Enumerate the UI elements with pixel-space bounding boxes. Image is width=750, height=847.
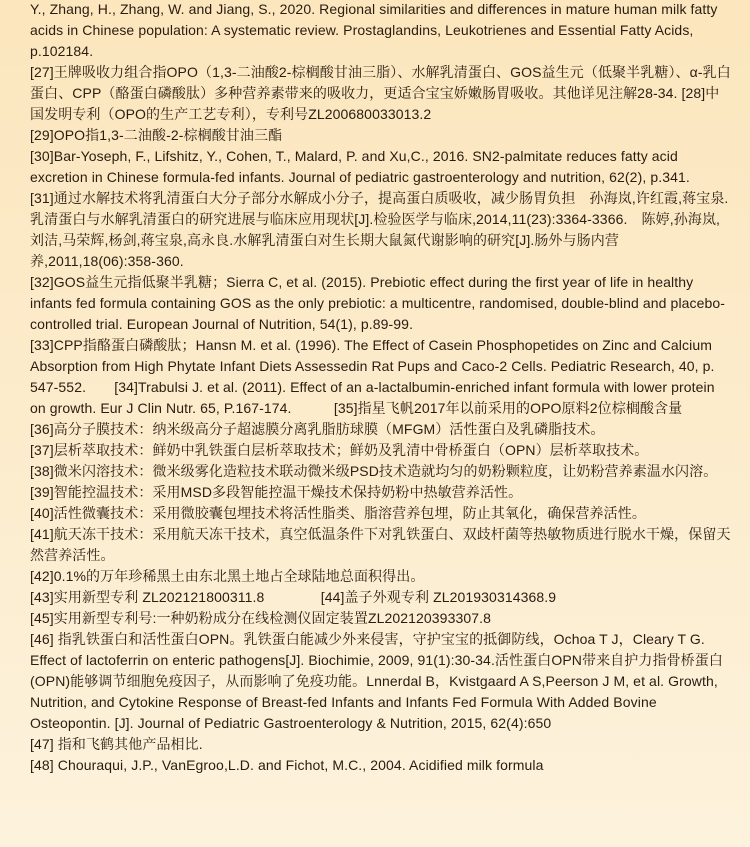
reference-entry: [36]高分子膜技术：纳米级高分子超滤膜分离乳脂肪球膜（MFGM）活性蛋白及乳磷脂技术。 (30, 421, 605, 437)
reference-entry: [33]CPP指酪蛋白磷酸肽；Hansn M. et al. (1996). The Effect of Casein Phosphopetides on Zinc and Calcium Absorption from High Phytate Infant Diets Assessedin Rat Pups and Caco-2 Cells. Pediatric Research, 40, p. 547-552. [34]Trabulsi J. et al. (2011). Effect of an a-lactalbumin-enriched infant formula with lower protein on growth. Eur J Clin Nutr. 65, P.167-174. [35]指星飞帆2017年以前采用的OPO原料2位棕榈酸含量 (30, 337, 715, 416)
reference-entry: [29]OPO指1,3-二油酸-2-棕榈酸甘油三酯 (30, 127, 283, 143)
reference-entry: [38]微米闪溶技术：微米级雾化造粒技术联动微米级PSD技术造就均匀的奶粉颗粒度，让奶粉营养素温水闪溶。 (30, 463, 718, 479)
reference-entry: [40]活性微囊技术：采用微胶囊包埋技术将活性脂类、脂溶营养包埋，防止其氧化，确保营养活性。 (30, 505, 646, 521)
reference-entry: [48] Chouraqui, J.P., VanEgroo,L.D. and Fichot, M.C., 2004. Acidified milk formula (30, 757, 544, 773)
reference-entry: [30]Bar-Yoseph, F., Lifshitz, Y., Cohen, T., Malard, P. and Xu,C., 2016. SN2-palmitate reduces fatty acid excretion in Chinese formula-fed infants. Journal of pediatric gastroenterology and nutrition, 62(2), p.341. (30, 148, 690, 185)
reference-entry: Y., Zhang, H., Zhang, W. and Jiang, S., 2020. Regional similarities and differences in mature human milk fatty acids in Chinese population: A systematic review. Prostaglandins, Leukotrienes and Essential Fatty Acids, p.102184. (30, 1, 718, 59)
reference-entry: [37]层析萃取技术：鲜奶中乳铁蛋白层析萃取技术；鲜奶及乳清中骨桥蛋白（OPN）层析萃取技术。 (30, 442, 649, 458)
reference-entry: [41]航天冻干技术：采用航天冻干技术，真空低温条件下对乳铁蛋白、双歧杆菌等热敏物质进行脱水干燥，保留天然营养活性。 (30, 526, 731, 563)
reference-entry: [42]0.1%的万年珍稀黑土由东北黑土地占全球陆地总面积得出。 (30, 568, 425, 584)
reference-entry: [43]实用新型专利 ZL202121800311.8 [44]盖子外观专利 ZL201930314368.9 (30, 589, 557, 605)
reference-entry: [47] 指和飞鹤其他产品相比. (30, 736, 203, 752)
reference-entry: [32]GOS益生元指低聚半乳糖；Sierra C, et al. (2015). Prebiotic effect during the first year of life in healthy infants fed formula containing GOS as the only prebiotic: a multicentre, randomised, double-blind and placebo-controlled trial. European Journal of Nutrition, 54(1), p.89-99. (30, 274, 726, 332)
reference-entry: [45]实用新型专利号:一种奶粉成分在线检测仪固定装置ZL202120393307.8 (30, 610, 491, 626)
reference-entry: [31]通过水解技术将乳清蛋白大分子部分水解成小分子，提高蛋白质吸收，减少肠胃负担 孙海岚,许红霞,蒋宝泉.乳清蛋白与水解乳清蛋白的研究进展与临床应用现状[J].检验医学与临床,2014,11(23):3364-3366. 陈婷,孙海岚,刘洁,马荣辉,杨剑,蒋宝泉,高永良.水解乳清蛋白对生长期大鼠氮代谢影响的研究[J].肠外与肠内营养,2011,18(06):358-360. (30, 190, 729, 269)
reference-entry: [27]王牌吸收力组合指OPO（1,3-二油酸2-棕榈酸甘油三脂）、水解乳清蛋白、GOS益生元（低聚半乳糖）、α-乳白蛋白、CPP（酪蛋白磷酸肽）多种营养素带来的吸收力，更适合宝宝娇嫩肠胃吸收。其他详见注解28-34. [28]中国发明专利（OPO的生产工艺专利），专利号ZL200680033013.2 (30, 64, 731, 122)
reference-entry: [39]智能控温技术：采用MSD多段智能控温干燥技术保持奶粉中热敏营养活性。 (30, 484, 523, 500)
reference-entry: [46] 指乳铁蛋白和活性蛋白OPN。乳铁蛋白能减少外来侵害，守护宝宝的抵御防线，Ochoa T J，Cleary T G. Effect of lactoferrin on enteric pathogens[J]. Biochimie, 2009, 91(1):30-34.活性蛋白OPN带来自护力指骨桥蛋白(OPN)能够调节细胞免疫因子，从而影响了免疫功能。Lnnerdal B，Kvistgaard A S,Peerson J M, et al. Growth, Nutrition, and Cytokine Response of Breast-fed Infants and Infants Fed Formula With Added Bovine Osteopontin. [J]. Journal of Pediatric Gastroenterology & Nutrition, 2015, 62(4):650 (30, 631, 723, 731)
